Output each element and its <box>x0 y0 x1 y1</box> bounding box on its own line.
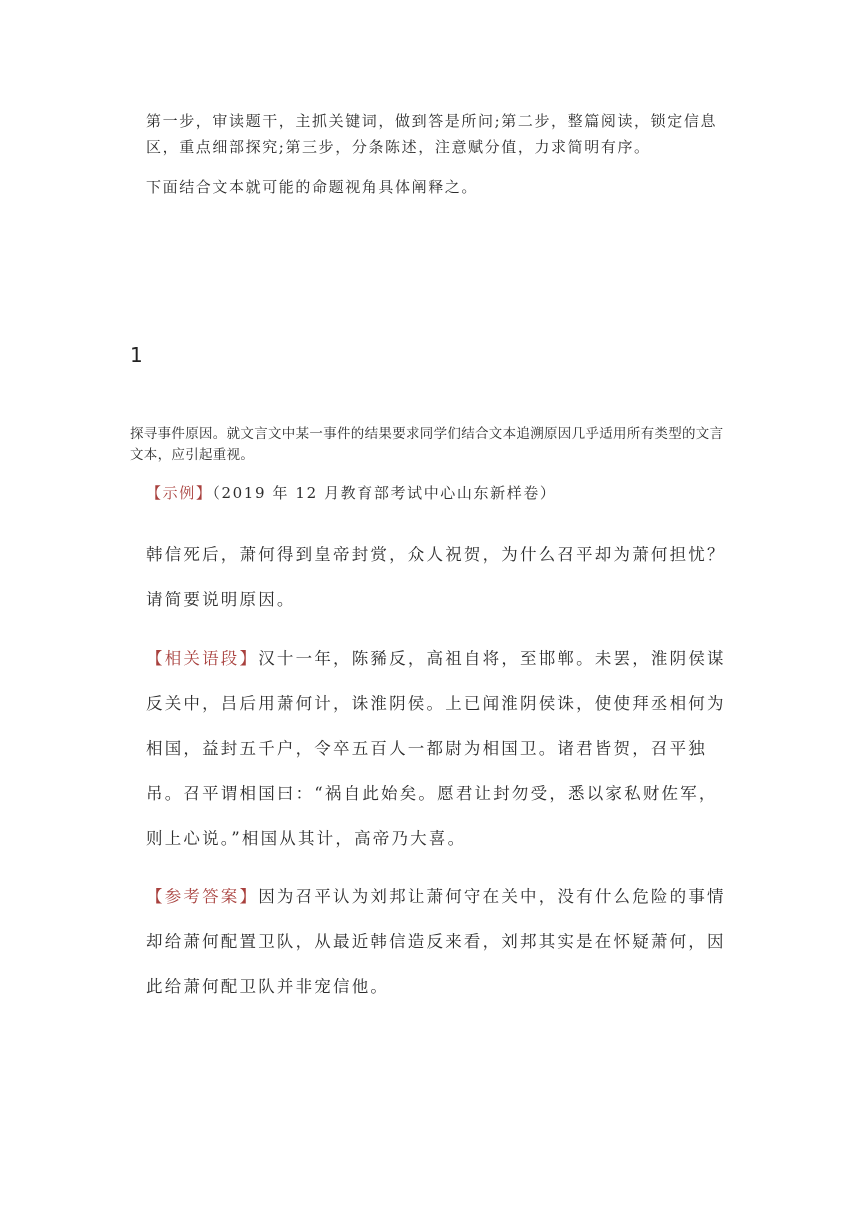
passage-tag: 相关语段 <box>164 649 240 668</box>
answer-tag: 参考答案 <box>164 887 240 906</box>
example-tag: 示例 <box>162 484 196 502</box>
answer-text: 因为召平认为刘邦让萧何守在关中，没有什么危险的事情却给萧何配置卫队，从最近韩信造反来看，刘邦其实是在怀疑萧何，因此给萧何配卫队并非宠信他。 <box>146 887 726 996</box>
example-bracket-open: 【 <box>146 484 163 502</box>
example-line <box>146 482 557 503</box>
answer-bracket-close: 】 <box>239 887 259 906</box>
example-source: （2019 年 12 月教育部考试中心山东新样卷） <box>212 484 557 502</box>
section-number: 1 <box>130 343 143 367</box>
intro-steps-paragraph: 第一步，审读题干，主抓关键词，做到答是所问;第二步，整篇阅读，锁定信息区，重点细部探究;第三步，分条陈述，注意赋分值，力求简明有序。 <box>146 112 718 156</box>
passage-bracket-open: 【 <box>146 649 165 668</box>
section-tip-paragraph: 探寻事件原因。就文言文中某一事件的结果要求同学们结合文本追溯原因几乎适用所有类型的文言文本，应引起重视。 <box>130 426 724 463</box>
answer-paragraph <box>146 874 726 1009</box>
intro-transition-paragraph: 下面结合文本就可能的命题视角具体阐释之。 <box>146 178 479 196</box>
passage-paragraph <box>146 636 726 861</box>
answer-bracket-open: 【 <box>146 887 165 906</box>
passage-text: 汉十一年，陈豨反，高祖自将，至邯郸。未罢，淮阴侯谋反关中，吕后用萧何计，诛淮阴侯。上已闻淮阴侯诛，使使拜丞相何为相国，益封五千户，令卒五百人一都尉为相国卫。诸君皆贺，召平独吊。召平谓相国曰：“祸自此始矣。愿君让封勿受，悉以家私财佐军，则上心说。”相国从其计，高帝乃大喜。 <box>146 649 726 848</box>
example-bracket-close: 】 <box>195 484 213 502</box>
passage-bracket-close: 】 <box>239 649 259 668</box>
intro-section <box>146 108 726 200</box>
question-paragraph: 韩信死后，萧何得到皇帝封赏，众人祝贺，为什么召平却为萧何担忧？请简要说明原因。 <box>146 545 726 609</box>
